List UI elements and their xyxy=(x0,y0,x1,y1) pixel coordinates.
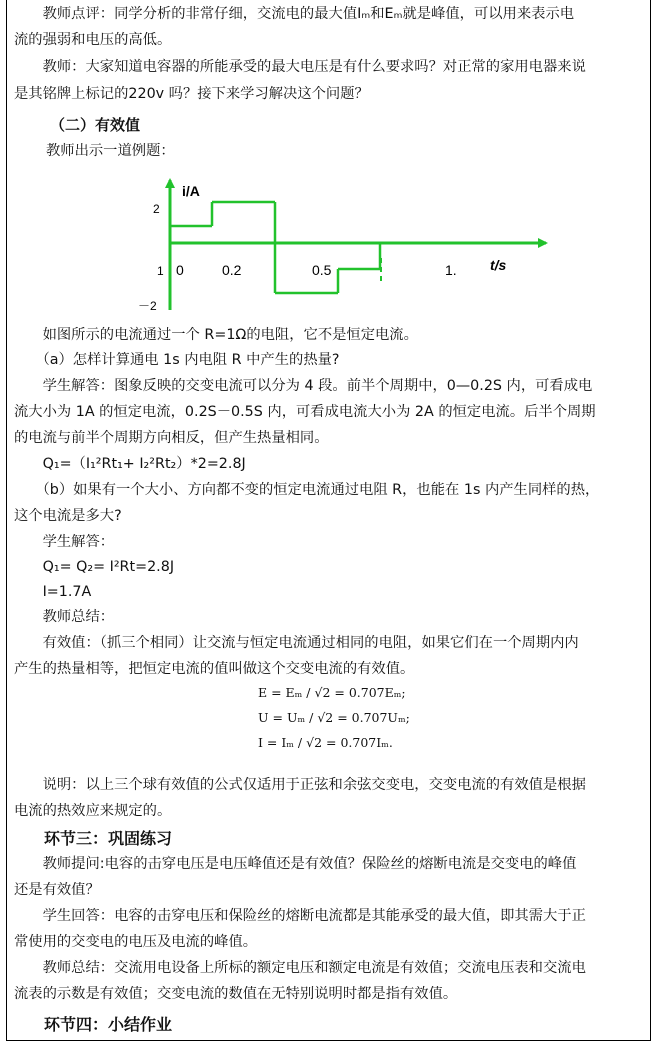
text-line: （b）如果有一个大小、方向都不变的恒定电流通过电阻 R，也能在 1s 内产生同样的热， xyxy=(14,482,600,498)
section-heading: （二）有效值 xyxy=(50,116,141,134)
formula-e: E = Eₘ / √2 = 0.707Eₘ; xyxy=(258,685,406,700)
text-line: Q₁= Q₂= I²Rt=2.8J xyxy=(14,559,175,575)
text-line: 的电流与前半个周期方向相反，但产生热量相同。 xyxy=(14,430,329,446)
text-line: 说明：以上三个球有效值的公式仅适用于正弦和余弦交变电，交变电流的有效值是根据 xyxy=(14,777,586,793)
text-line: 教师出示一道例题： xyxy=(46,143,175,159)
section-heading: 环节四：小结作业 xyxy=(44,1015,173,1034)
x-axis-label: t/s xyxy=(490,257,507,273)
text-line: 学生解答： xyxy=(14,534,115,550)
text-line: 电流的热效应来规定的。 xyxy=(14,803,172,819)
text-line: I=1.7A xyxy=(14,584,92,600)
text-line: 教师提问:电容的击穿电压是电压峰值还是有效值？保险丝的熔断电流是交变电的峰值 xyxy=(14,856,577,872)
x-tick-label: 1. xyxy=(445,262,457,278)
text-line: 流表的示数是有效值；交变电流的数值在无特别说明时都是指有效值。 xyxy=(14,986,458,1002)
y-tick-label: 2 xyxy=(153,202,160,216)
text-line: 学生回答：电容的击穿电压和保险丝的熔断电流都是其能承受的最大值，即其需大于正 xyxy=(14,908,586,924)
y-tick-label: 1 xyxy=(157,264,164,278)
text-line: 还是有效值？ xyxy=(14,882,100,898)
text-line: 教师总结：交流用电设备上所标的额定电压和额定电流是有效值；交流电压表和交流电 xyxy=(14,960,586,976)
y-tick-label: －2 xyxy=(138,299,157,313)
text-line: 教师：大家知道电容器的所能承受的最大电压是有什么要求吗？对正常的家用电器来说 xyxy=(14,59,586,75)
current-waveform-chart xyxy=(0,0,657,330)
text-line: 常使用的交变电的电压及电流的峰值。 xyxy=(14,934,258,950)
text-line: （a）怎样计算通电 1s 内电阻 R 中产生的热量? xyxy=(14,352,340,368)
text-line: 产生的热量相等，把恒定电流的值叫做这个交变电流的有效值。 xyxy=(14,661,415,677)
text-line: 流大小为 1A 的恒定电流，0.2S－0.5S 内，可看成电流大小为 2A 的恒定电流。后半个周期 xyxy=(14,404,596,420)
x-tick-label: 0.2 xyxy=(222,262,242,278)
section-heading: 环节三：巩固练习 xyxy=(44,829,173,848)
text-line: 教师总结： xyxy=(14,609,115,625)
text-line: Q₁=（I₁²Rt₁+ I₂²Rt₂）*2=2.8J xyxy=(14,456,246,472)
x-tick-label: 0.5 xyxy=(312,262,332,278)
x-tick-label: 0 xyxy=(176,262,184,278)
text-line: 教师点评：同学分析的非常仔细，交流电的最大值Iₘ和Eₘ就是峰值，可以用来表示电 xyxy=(14,6,575,22)
text-line: 如图所示的电流通过一个 R=1Ω的电阻，它不是恒定电流。 xyxy=(14,327,418,343)
formula-i: I = Iₘ / √2 = 0.707Iₘ. xyxy=(258,735,393,750)
text-line: 有效值：（抓三个相同）让交流与恒定电流通过相同的电阻，如果它们在一个周期内内 xyxy=(14,635,579,651)
text-line: 流的强弱和电压的高低。 xyxy=(14,32,172,48)
text-line: 学生解答：图象反映的交变电流可以分为 4 段。前半个周期中，0—0.2S 内，可看成电 xyxy=(14,378,593,394)
formula-u: U = Uₘ / √2 = 0.707Uₘ; xyxy=(258,710,410,725)
y-axis-label: i/A xyxy=(182,183,200,199)
text-line: 是其铭牌上标记的220v 吗？接下来学习解决这个问题？ xyxy=(14,86,369,102)
text-line: 这个电流是多大? xyxy=(14,508,122,524)
